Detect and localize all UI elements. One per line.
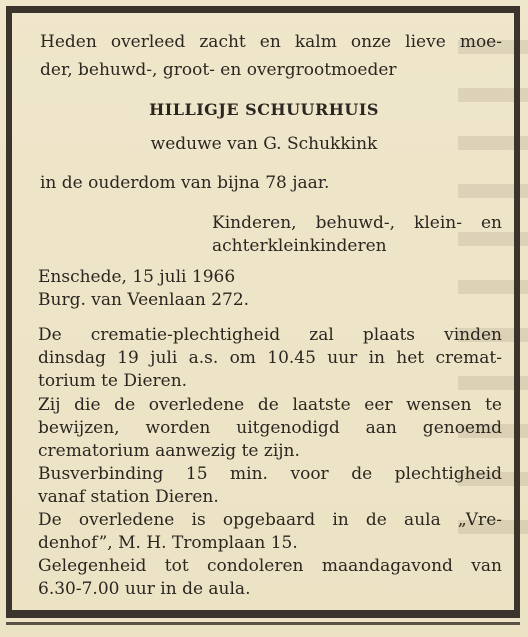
detail-line: De crematie-plechtigheid zal plaats vinden bbox=[38, 325, 502, 345]
detail-line: bewijzen, worden uitgenodigd aan genoemd bbox=[38, 418, 502, 438]
age-line: in de ouderdom van bijna 78 jaar. bbox=[40, 173, 330, 193]
family-line: achterkleinkinderen bbox=[212, 236, 387, 256]
opening-line: der, behuwd-, groot- en overgrootmoeder bbox=[40, 60, 397, 80]
frame-border-top bbox=[6, 6, 520, 13]
family-line: Kinderen, behuwd-, klein- en bbox=[212, 213, 502, 233]
detail-line: dinsdag 19 juli a.s. om 10.45 uur in het cremat- bbox=[38, 348, 502, 368]
detail-line: Busverbinding 15 min. voor de plechtigheid bbox=[38, 464, 502, 484]
detail-line: Zij die de overledene de laatste eer wensen te bbox=[38, 395, 502, 415]
detail-line: Gelegenheid tot condoleren maandagavond van bbox=[38, 556, 502, 576]
detail-line: De overledene is opgebaard in de aula „Vre- bbox=[38, 510, 502, 530]
bottom-rule bbox=[6, 622, 520, 625]
detail-line: vanaf station Dieren. bbox=[38, 487, 219, 507]
widow-of-line: weduwe van G. Schukkink bbox=[150, 134, 378, 154]
detail-line: crematorium aanwezig te zijn. bbox=[38, 441, 300, 461]
opening-line: Heden overleed zacht en kalm onze lieve moe- bbox=[40, 32, 502, 52]
detail-line: torium te Dieren. bbox=[38, 371, 188, 391]
detail-line: 6.30-7.00 uur in de aula. bbox=[38, 579, 251, 599]
frame-border-bottom bbox=[6, 610, 520, 618]
place-date: Enschede, 15 juli 1966 bbox=[38, 267, 236, 287]
deceased-name: HILLIGJE SCHUURHUIS bbox=[149, 100, 379, 119]
address: Burg. van Veenlaan 272. bbox=[38, 290, 250, 310]
detail-line: denhof”, M. H. Tromplaan 15. bbox=[38, 533, 298, 553]
